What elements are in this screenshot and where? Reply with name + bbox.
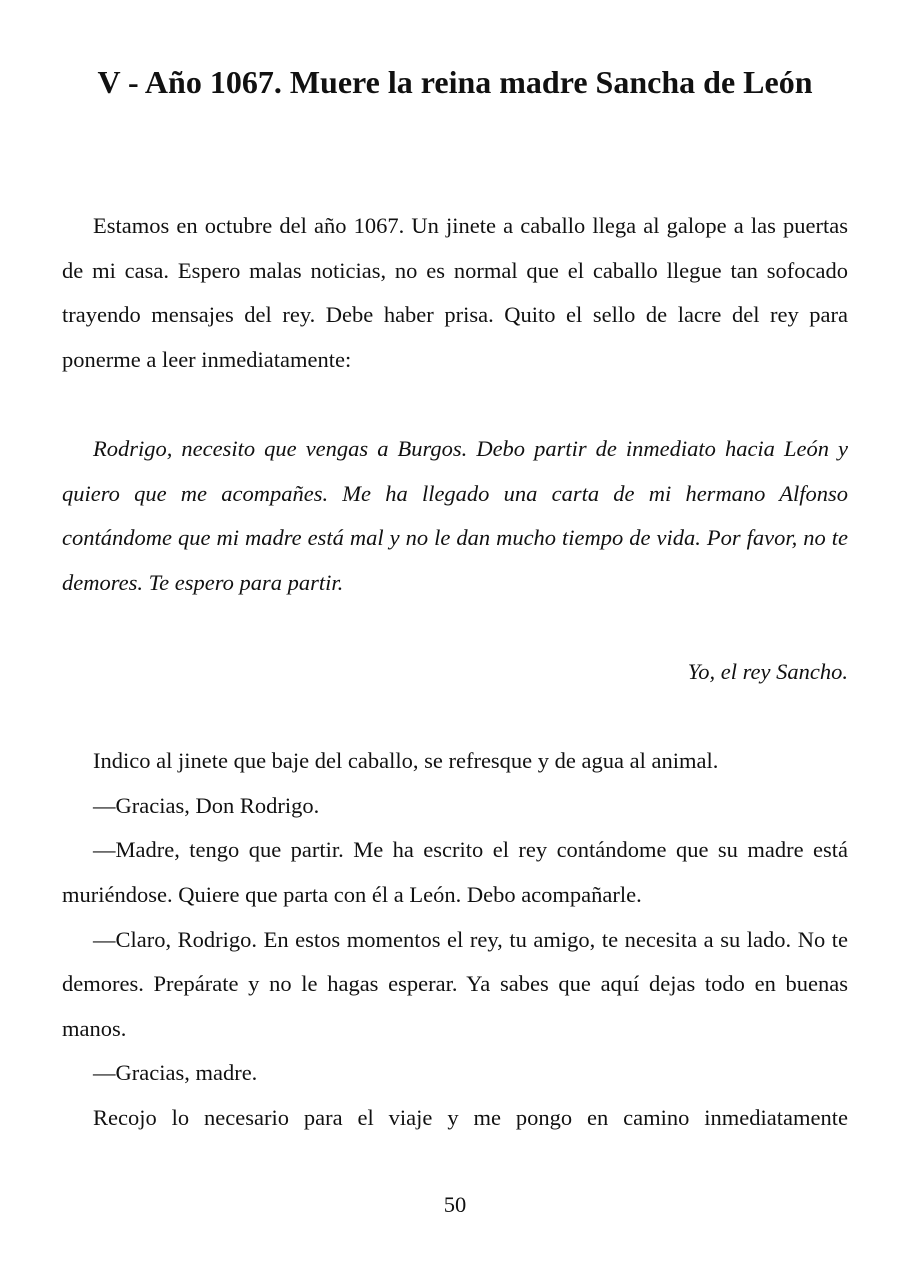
paragraph-gap bbox=[62, 382, 848, 427]
dialogue-line: —Claro, Rodrigo. En estos momentos el rey, tu amigo, te necesita a su lado. No te demores. Prepárate y no le hagas esperar. Ya sabes que aquí dejas todo en buenas manos. bbox=[62, 926, 848, 1041]
paragraph-gap bbox=[62, 695, 848, 740]
chapter-title: V - Año 1067. Muere la reina madre Sancha de León bbox=[97, 64, 813, 100]
letter-signature: Yo, el rey Sancho. bbox=[687, 658, 848, 684]
paragraph-intro: Estamos en octubre del año 1067. Un jinete a caballo llega al galope a las puertas de mi casa. Espero malas noticias, no es normal que el caballo llegue tan sofocado trayendo mensajes del rey. Debe haber prisa. Quito el sello de lacre del rey para ponerme a leer inmediatamente: bbox=[62, 213, 848, 372]
paragraph-gap bbox=[62, 605, 848, 650]
chapter-body bbox=[62, 204, 848, 1140]
paragraph-narration-continued: Recojo lo necesario para el viaje y me pongo en camino inmediatamente bbox=[93, 1104, 848, 1130]
dialogue-line: —Madre, tengo que partir. Me ha escrito el rey contándome que su madre está muriéndose. Quiere que parta con él a León. Debo acompañarle. bbox=[62, 837, 848, 907]
letter-text: Rodrigo, necesito que vengas a Burgos. Debo partir de inmediato hacia León y quiero que me acompañes. Me ha llegado una carta de mi hermano Alfonso contándome que mi madre está mal y no le dan mucho tiempo de vida. Por favor, no te demores. Te espero para partir. bbox=[62, 435, 848, 595]
paragraph-narration: Indico al jinete que baje del caballo, se refresque y de agua al animal. bbox=[93, 748, 719, 774]
book-page bbox=[62, 0, 848, 1280]
page-number: 50 bbox=[443, 1192, 467, 1217]
dialogue-line: —Gracias, Don Rodrigo. bbox=[93, 792, 320, 818]
dialogue-line: —Gracias, madre. bbox=[93, 1060, 258, 1086]
